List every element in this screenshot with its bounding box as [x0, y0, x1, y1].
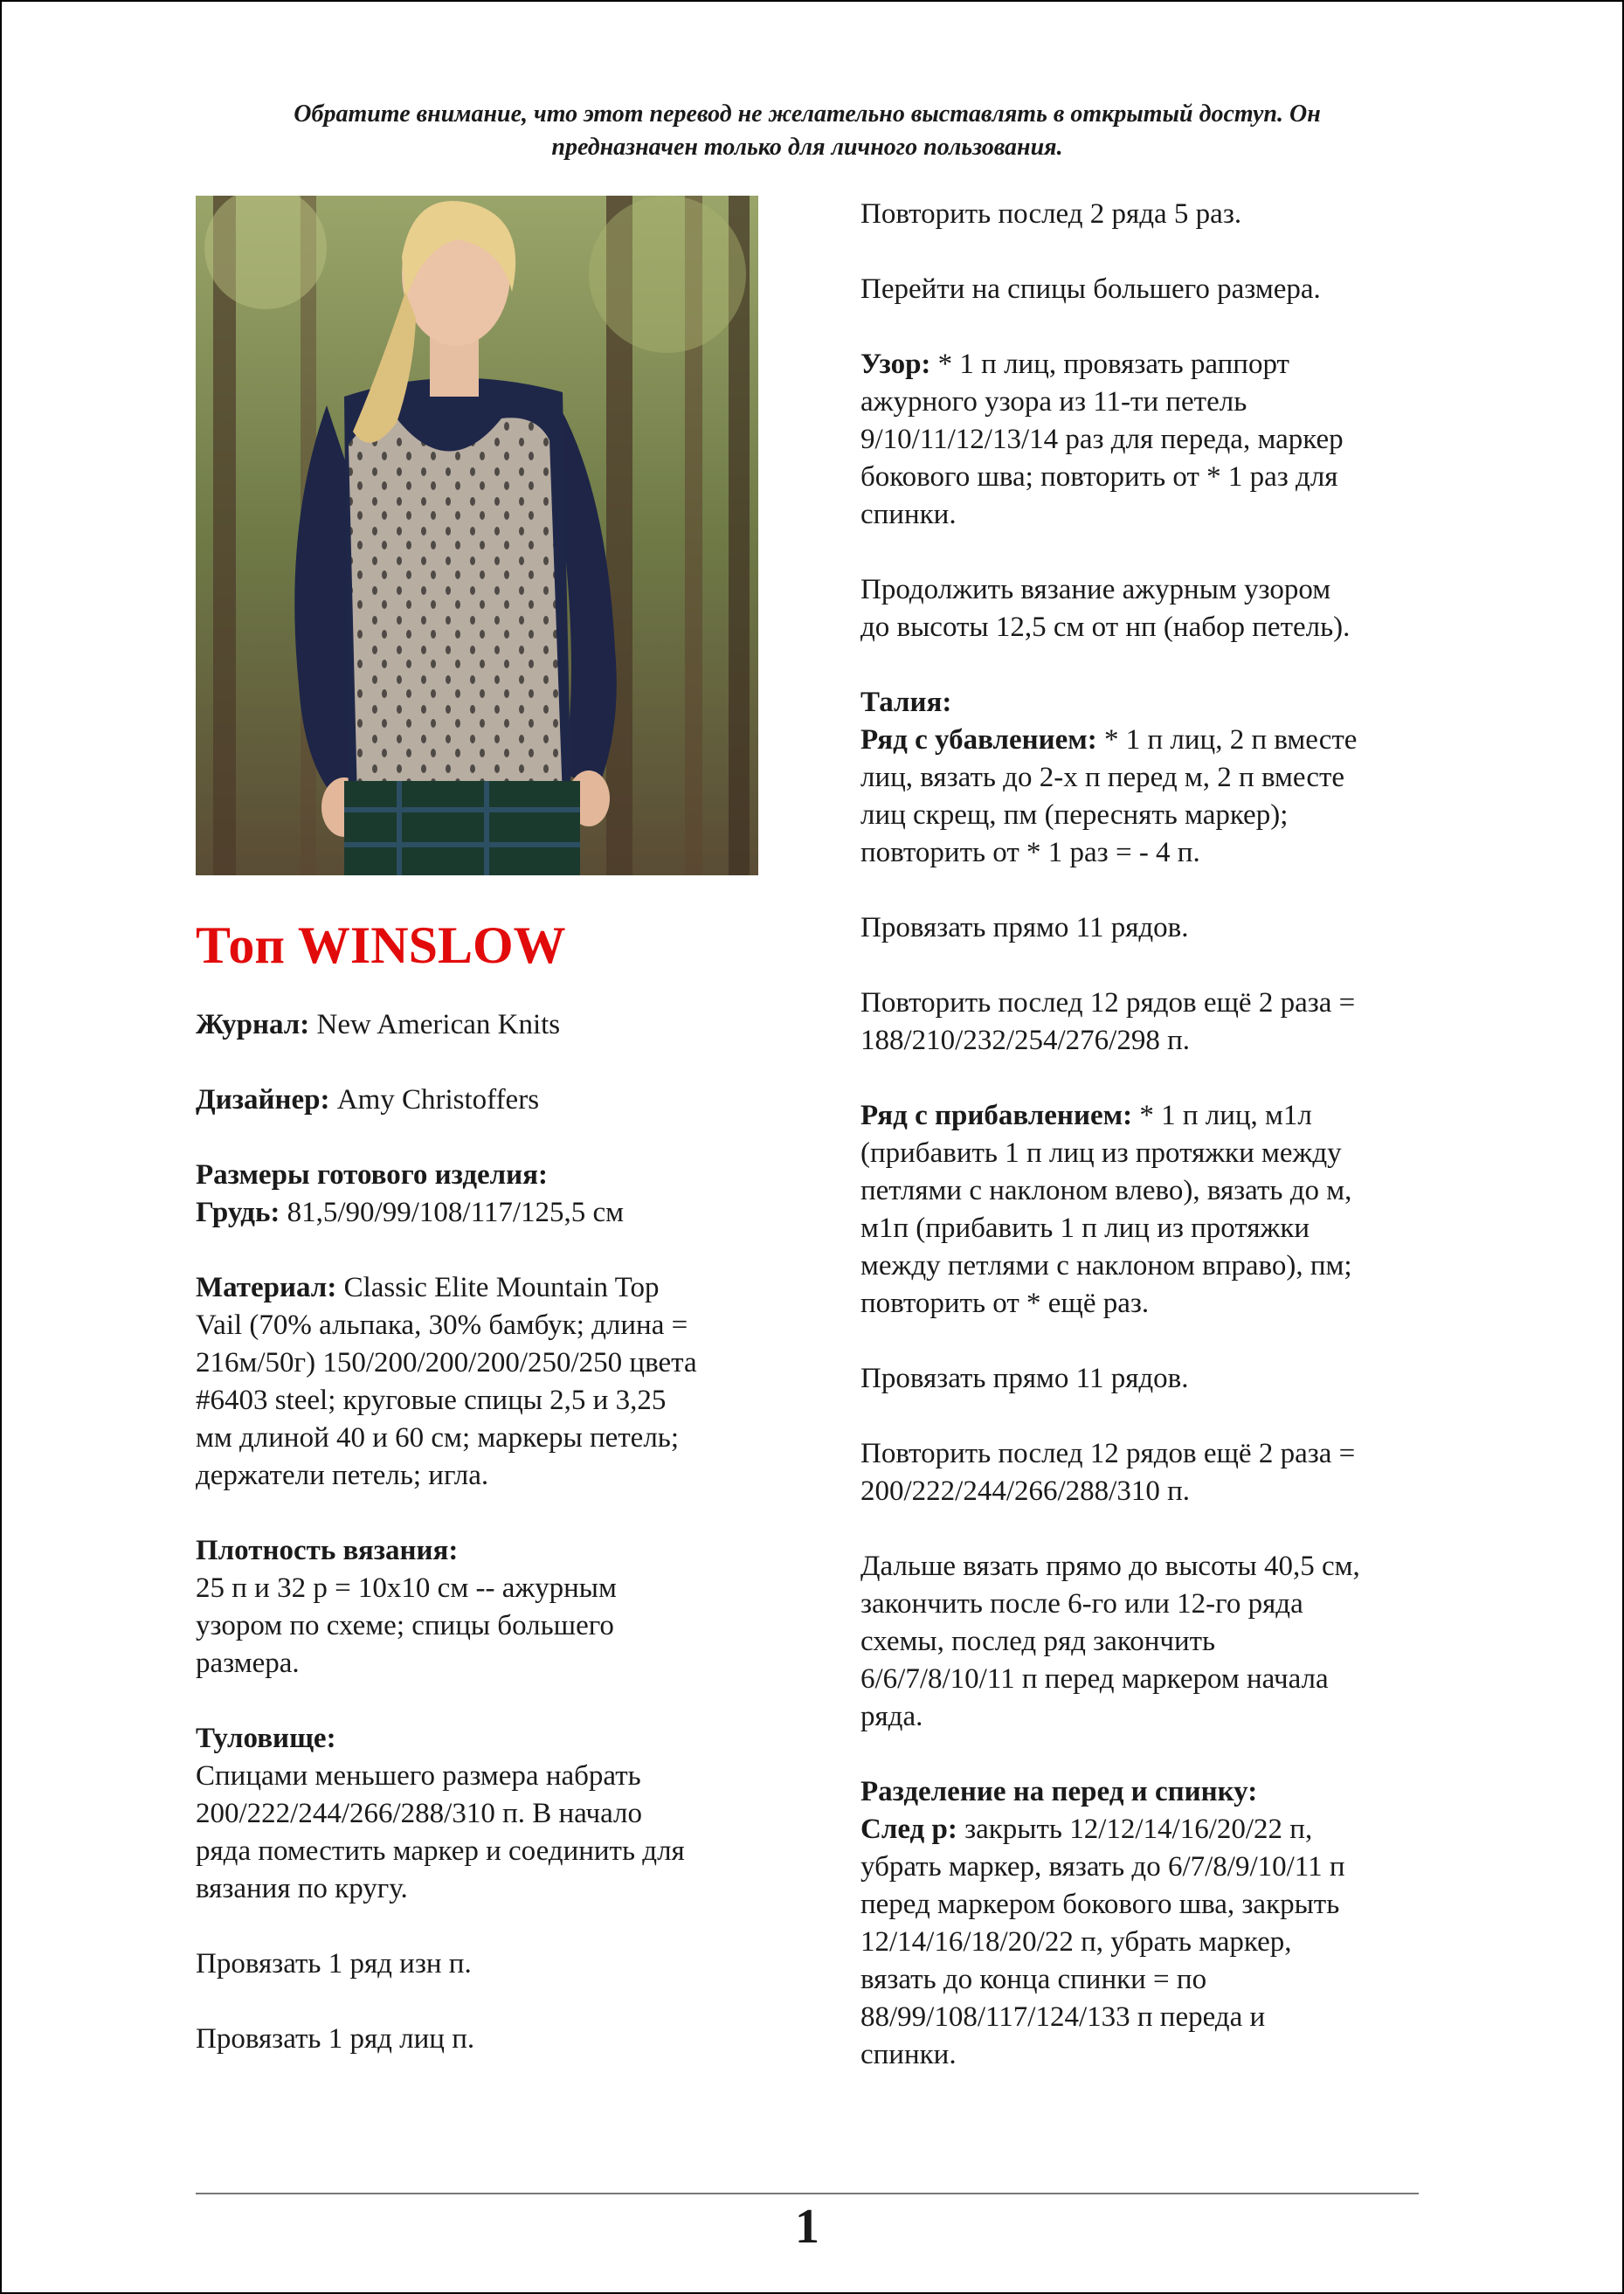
magazine-label: Журнал: [196, 1009, 310, 1040]
material-text: Vail (70% альпака, 30% бамбук; длина = [196, 1309, 688, 1341]
waist-section [860, 684, 1446, 872]
body-heading: Туловище: [196, 1723, 336, 1754]
pattern-title: Топ WINSLOW [196, 916, 566, 974]
body-text: Спицами меньшего размера набрать [196, 1760, 641, 1792]
material-line [196, 1269, 790, 1307]
body-text: ряда поместить маркер и соединить для [196, 1835, 685, 1867]
further-text: 6/6/7/8/10/11 п перед маркером начала [860, 1663, 1329, 1695]
decrease-text: лиц, вязать до 2-х п перед м, 2 п вместе [860, 762, 1345, 793]
pattern-text: 9/10/11/12/13/14 раз для переда, маркер [860, 424, 1344, 455]
designer-info [196, 1081, 790, 1119]
purl-row-instruction: Провязать 1 ряд изн п. [196, 1948, 472, 1980]
left-column [196, 902, 790, 2096]
gauge-section [196, 1532, 790, 1682]
magazine-info [196, 1006, 790, 1044]
material-text: 216м/50г) 150/200/200/200/250/250 цвета [196, 1347, 697, 1378]
chest-line [196, 1194, 790, 1232]
chest-label: Грудь: [196, 1197, 280, 1228]
increase-text: (прибавить 1 п лиц из протяжки между [860, 1137, 1342, 1169]
further-section [860, 1548, 1446, 1736]
further-text: закончить после 6-го или 12-го ряда [860, 1588, 1303, 1620]
waist-heading: Талия: [860, 687, 952, 718]
split-text: 88/99/108/117/124/133 п переда и [860, 2001, 1266, 2033]
notice-line-1: Обратите внимание, что этот перевод не желательно выставлять в открытый доступ. Он [294, 100, 1321, 128]
body-text: вязания по кругу. [196, 1873, 408, 1904]
magazine-value: New American Knits [309, 1009, 561, 1040]
split-text: убрать маркер, вязать до 6/7/8/9/10/11 п [860, 1851, 1345, 1883]
body-text: 200/222/244/266/288/310 п. В начало [196, 1798, 643, 1829]
repeat-two-rows: Повторить послед 2 ряда 5 раз. [860, 198, 1242, 230]
pattern-label: Узор: [860, 349, 931, 380]
body-section [196, 1720, 790, 1908]
continue-section [860, 571, 1446, 646]
sizes-section [196, 1157, 790, 1232]
continue-text: Продолжить вязание ажурным узором [860, 574, 1331, 605]
gauge-heading: Плотность вязания: [196, 1535, 459, 1566]
split-text: перед маркером бокового шва, закрыть [860, 1889, 1340, 1920]
increase-text: повторить от * ещё раз. [860, 1288, 1150, 1319]
decrease-text: * 1 п лиц, 2 п вместе [1096, 724, 1358, 756]
straight-rows-2: Провязать прямо 11 рядов. [860, 1363, 1189, 1394]
pattern-section [860, 346, 1446, 534]
material-text: держатели петель; игла. [196, 1460, 489, 1491]
gauge-text: размера. [196, 1648, 300, 1679]
material-text: мм длиной 40 и 60 см; маркеры петель; [196, 1422, 680, 1454]
switch-needles: Перейти на спицы большего размера. [860, 273, 1321, 305]
repeat-12-a [860, 985, 1446, 1060]
further-text: ряда. [860, 1701, 923, 1732]
chest-value: 81,5/90/99/108/117/125,5 см [280, 1197, 625, 1228]
further-text: Дальше вязать прямо до высоты 40,5 см, [860, 1551, 1360, 1582]
material-text: Classic Elite Mountain Top [336, 1272, 660, 1303]
sizes-heading: Размеры готового изделия: [196, 1159, 549, 1191]
increase-line [860, 1097, 1446, 1135]
repeat-text: 200/222/244/266/288/310 п. [860, 1475, 1191, 1507]
product-photo [196, 196, 758, 875]
increase-label: Ряд с прибавлением: [860, 1100, 1133, 1131]
privacy-notice [196, 98, 1419, 164]
page-number: 1 [795, 2200, 819, 2254]
repeat-text: 188/210/232/254/276/298 п. [860, 1025, 1191, 1056]
repeat-12-b [860, 1435, 1446, 1510]
split-text: спинки. [860, 2039, 957, 2070]
designer-label: Дизайнер: [196, 1084, 330, 1116]
continue-text: до высоты 12,5 см от нп (набор петель). [860, 612, 1351, 643]
split-text: вязать до конца спинки = по [860, 1964, 1207, 1995]
straight-rows-1: Провязать прямо 11 рядов. [860, 912, 1189, 943]
gauge-text: узором по схеме; спицы большего [196, 1610, 614, 1641]
decrease-label: Ряд с убавлением: [860, 724, 1097, 756]
repeat-text: Повторить послед 12 рядов ещё 2 раза = [860, 987, 1356, 1019]
material-text: #6403 steel; круговые спицы 2,5 и 3,25 [196, 1385, 667, 1416]
increase-text: * 1 п лиц, м1л [1132, 1100, 1312, 1131]
pattern-text: ажурного узора из 11-ти петель [860, 386, 1247, 418]
model-photo-illustration [196, 196, 758, 875]
split-text: закрыть 12/12/14/16/20/22 п, [957, 1814, 1313, 1845]
right-column [860, 196, 1446, 2111]
pattern-text: * 1 п лиц, провязать раппорт [930, 349, 1289, 380]
increase-section [860, 1097, 1446, 1323]
decrease-text: повторить от * 1 раз = - 4 п. [860, 837, 1200, 868]
increase-text: между петлями с наклоном вправо), пм; [860, 1250, 1352, 1282]
split-text: 12/14/16/18/20/22 п, убрать маркер, [860, 1926, 1292, 1958]
footer-divider [196, 2193, 1419, 2194]
repeat-text: Повторить послед 12 рядов ещё 2 раза = [860, 1438, 1356, 1469]
split-heading: Разделение на перед и спинку: [860, 1776, 1258, 1807]
pattern-text: спинки. [860, 499, 957, 530]
gauge-text: 25 п и 32 р = 10х10 см -- ажурным [196, 1572, 617, 1604]
decrease-line [860, 722, 1446, 759]
designer-value: Amy Christoffers [329, 1084, 540, 1116]
next-row-label: След р: [860, 1814, 957, 1845]
pattern-line [860, 346, 1446, 383]
notice-line-2: предназначен только для личного пользования. [551, 134, 1063, 161]
knit-row-instruction: Провязать 1 ряд лиц п. [196, 2023, 475, 2055]
further-text: схемы, послед ряд закончить [860, 1626, 1216, 1657]
increase-text: м1п (прибавить 1 п лиц из протяжки [860, 1213, 1310, 1244]
increase-text: петлями с наклоном влево), вязать до м, [860, 1175, 1352, 1206]
pattern-text: бокового шва; повторить от * 1 раз для [860, 461, 1338, 493]
decrease-text: лиц скрещ, пм (переснять маркер); [860, 799, 1289, 831]
material-section [196, 1269, 790, 1495]
split-section [860, 1773, 1446, 2074]
material-label: Материал: [196, 1272, 337, 1303]
next-row-line [860, 1811, 1446, 1848]
